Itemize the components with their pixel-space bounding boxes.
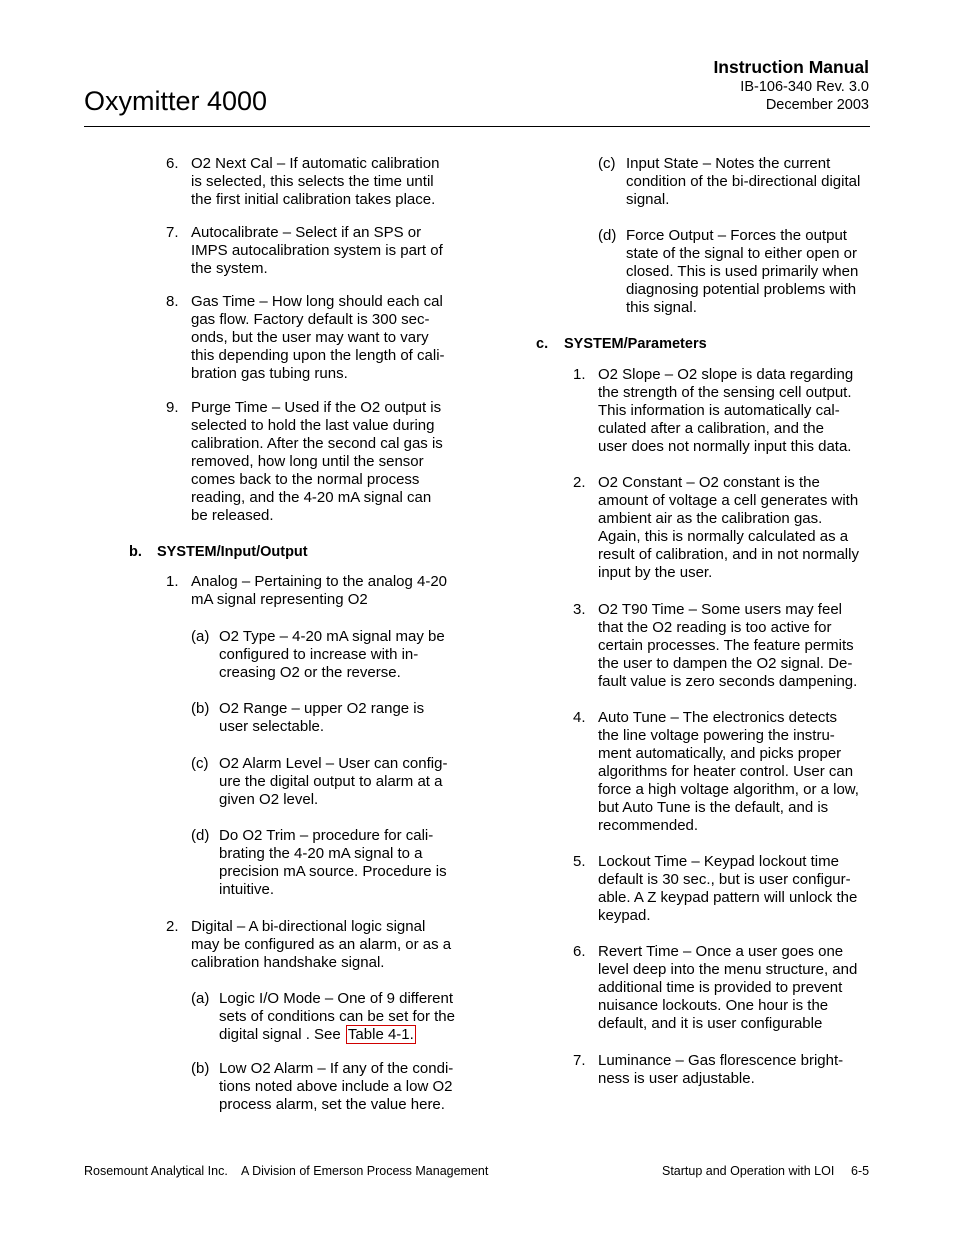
text-line: default is 30 sec., but is user configur- [598, 871, 851, 888]
text-line: Low O2 Alarm – If any of the condi- [219, 1060, 454, 1077]
list-item [598, 601, 857, 691]
text-line: O2 Range – upper O2 range is [219, 700, 425, 717]
text-line: Lockout Time – Keypad lockout time [598, 853, 839, 870]
item-number: 7. [166, 224, 179, 241]
text-fragment: digital signal . See [219, 1026, 345, 1043]
item-number: (a) [191, 990, 210, 1007]
item-number: (c) [191, 755, 209, 772]
item-number: 3. [573, 601, 586, 618]
text-line: Again, this is normally calculated as a [598, 528, 849, 545]
text-line: ambient air as the calibration gas. [598, 510, 823, 527]
text-line: comes back to the normal process [191, 471, 420, 488]
text-line: level deep into the menu structure, and [598, 961, 858, 978]
list-item [219, 1060, 453, 1114]
list-item [598, 1052, 843, 1088]
text-line: result of calibration, and in not normally [598, 546, 859, 563]
text-line [219, 1026, 455, 1044]
text-line: the line voltage powering the instru- [598, 727, 835, 744]
list-item [598, 943, 857, 1033]
doc-number: IB-106-340 Rev. 3.0 [740, 79, 869, 95]
text-line: selected to hold the last value during [191, 417, 435, 434]
text-line: precision mA source. Procedure is [219, 863, 447, 880]
footer-section: Startup and Operation with LOI [662, 1164, 835, 1178]
text-line: Force Output – Forces the output [626, 227, 847, 244]
text-line: ment automatically, and picks proper [598, 745, 842, 762]
item-number: 6. [573, 943, 586, 960]
text-line: tions noted above include a low O2 [219, 1078, 453, 1095]
text-line: Auto Tune – The electronics detects [598, 709, 838, 726]
text-line: user does not normally input this data. [598, 438, 852, 455]
list-item [219, 700, 424, 736]
header-info [713, 56, 869, 114]
text-line: signal. [626, 191, 670, 208]
text-line: O2 Type – 4-20 mA signal may be [219, 628, 445, 645]
text-line: this depending upon the length of cali- [191, 347, 445, 364]
item-number: (b) [191, 700, 210, 717]
text-line: O2 Alarm Level – User can config- [219, 755, 448, 772]
list-item [598, 366, 853, 456]
text-line: configured to increase with in- [219, 646, 419, 663]
text-line: fault value is zero seconds dampening. [598, 673, 858, 690]
text-line: Autocalibrate – Select if an SPS or [191, 224, 422, 241]
item-number: 1. [573, 366, 586, 383]
text-line: that the O2 reading is too active for [598, 619, 832, 636]
list-item [191, 224, 443, 278]
section-heading: SYSTEM/Input/Output [157, 544, 308, 560]
text-line: process alarm, set the value here. [219, 1096, 445, 1113]
section-label: c. [536, 336, 549, 352]
text-line: recommended. [598, 817, 699, 834]
text-line: Revert Time – Once a user goes one [598, 943, 844, 960]
item-number: 1. [166, 573, 179, 590]
manual-label: Instruction Manual [713, 57, 869, 77]
text-line: the user to dampen the O2 signal. De- [598, 655, 853, 672]
text-line: creasing O2 or the reverse. [219, 664, 401, 681]
text-line: O2 T90 Time – Some users may feel [598, 601, 842, 618]
text-line: mA signal representing O2 [191, 591, 368, 608]
page-number: 6-5 [851, 1164, 870, 1178]
section-label: b. [129, 544, 142, 560]
item-number: (c) [598, 155, 616, 172]
list-item [191, 573, 447, 609]
text-line: bration gas tubing runs. [191, 365, 348, 382]
text-line: This information is automatically cal- [598, 402, 840, 419]
text-line: state of the signal to either open or [626, 245, 857, 262]
text-line: user selectable. [219, 718, 325, 735]
list-item [191, 399, 443, 525]
text-line: intuitive. [219, 881, 275, 898]
text-line: O2 Constant – O2 constant is the [598, 474, 820, 491]
item-number: (a) [191, 628, 210, 645]
text-line: Logic I/O Mode – One of 9 different [219, 990, 454, 1007]
text-line: force a high voltage algorithm, or a low, [598, 781, 859, 798]
text-line: Digital – A bi-directional logic signal [191, 918, 426, 935]
text-line: sets of conditions can be set for the [219, 1008, 455, 1025]
text-line: O2 Next Cal – If automatic calibration [191, 155, 440, 172]
list-item [626, 227, 858, 317]
text-line: culated after a calibration, and the [598, 420, 824, 437]
text-line: algorithms for heater control. User can [598, 763, 854, 780]
text-line: Purge Time – Used if the O2 output is [191, 399, 442, 416]
text-line: Input State – Notes the current [626, 155, 831, 172]
list-item [219, 628, 445, 682]
item-number: 7. [573, 1052, 586, 1069]
footer-company: Rosemount Analytical Inc. [84, 1164, 228, 1178]
text-line: Analog – Pertaining to the analog 4-20 [191, 573, 448, 590]
footer-division: A Division of Emerson Process Management [241, 1164, 489, 1178]
text-line: is selected, this selects the time until [191, 173, 434, 190]
text-line: IMPS autocalibration system is part of [191, 242, 443, 259]
text-line: able. A Z keypad pattern will unlock the [598, 889, 858, 906]
text-line: calibration handshake signal. [191, 954, 385, 971]
text-line: amount of voltage a cell generates with [598, 492, 859, 509]
item-number: 2. [573, 474, 586, 491]
list-item [191, 155, 439, 209]
text-line: the system. [191, 260, 268, 277]
page-title: Oxymitter 4000 [84, 86, 268, 116]
item-number: 8. [166, 293, 179, 310]
item-number: 9. [166, 399, 179, 416]
text-line: ure the digital output to alarm at a [219, 773, 443, 790]
item-number: 6. [166, 155, 179, 172]
item-number: 2. [166, 918, 179, 935]
text-line: be released. [191, 507, 274, 524]
text-line: closed. This is used primarily when [626, 263, 859, 280]
item-number: (b) [191, 1060, 210, 1077]
text-line: brating the 4-20 mA signal to a [219, 845, 423, 862]
list-item [626, 155, 860, 209]
text-line: default, and it is user configurable [598, 1015, 823, 1032]
text-line: removed, how long until the sensor [191, 453, 424, 470]
text-line: Luminance – Gas florescence bright- [598, 1052, 844, 1069]
list-item [598, 474, 859, 582]
item-number: (d) [598, 227, 617, 244]
text-line: but Auto Tune is the default, and is [598, 799, 829, 816]
text-line: Gas Time – How long should each cal [191, 293, 443, 310]
text-line: onds, but the user may want to vary [191, 329, 429, 346]
list-item [191, 918, 451, 972]
text-line: Do O2 Trim – procedure for cali- [219, 827, 434, 844]
doc-date: December 2003 [765, 97, 869, 113]
text-line: additional time is provided to prevent [598, 979, 843, 996]
list-item [598, 853, 857, 925]
text-line: keypad. [598, 907, 651, 924]
text-line: gas flow. Factory default is 300 sec- [191, 311, 430, 328]
text-line: may be configured as an alarm, or as a [191, 936, 452, 953]
text-line: ness is user adjustable. [598, 1070, 755, 1087]
text-line: the strength of the sensing cell output. [598, 384, 852, 401]
text-line: reading, and the 4-20 mA signal can [191, 489, 432, 506]
item-number: 4. [573, 709, 586, 726]
item-number: (d) [191, 827, 210, 844]
text-line: the first initial calibration takes place. [191, 191, 436, 208]
item-number: 5. [573, 853, 586, 870]
text-line: nuisance lockouts. One hour is the [598, 997, 829, 1014]
header-divider [84, 126, 870, 127]
text-line: condition of the bi-directional digital [626, 173, 861, 190]
list-item [598, 709, 859, 835]
text-line: input by the user. [598, 564, 713, 581]
text-line: diagnosing potential problems with [626, 281, 857, 298]
text-line: O2 Slope – O2 slope is data regarding [598, 366, 854, 383]
list-item [219, 755, 447, 809]
list-item [219, 990, 455, 1044]
list-item [219, 827, 447, 899]
list-item [191, 293, 445, 383]
text-line: given O2 level. [219, 791, 319, 808]
text-line: certain processes. The feature permits [598, 637, 854, 654]
text-line: calibration. After the second cal gas is [191, 435, 443, 452]
text-line: this signal. [626, 299, 697, 316]
section-heading: SYSTEM/Parameters [564, 336, 707, 352]
table-4-1-link[interactable]: Table 4-1. [347, 1026, 414, 1043]
